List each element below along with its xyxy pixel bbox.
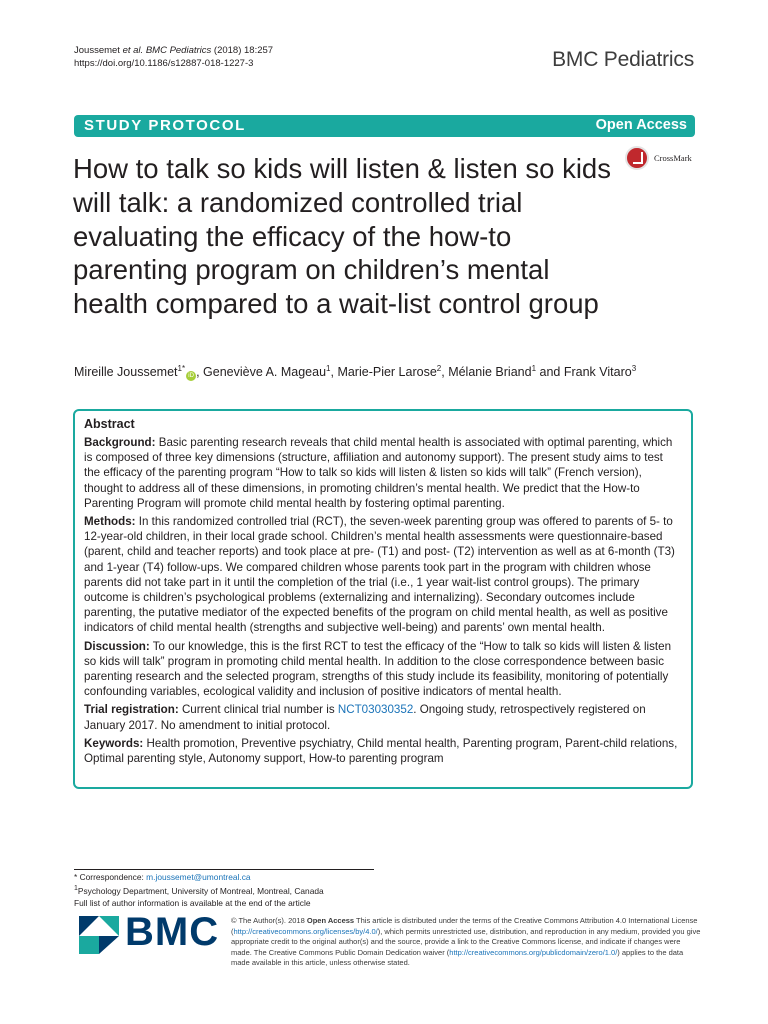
affiliation-text: Psychology Department, University of Montreal, Montreal, Canada <box>77 886 324 896</box>
abstract-discussion <box>84 639 682 700</box>
correspondence-line <box>74 871 324 883</box>
trial-number-link[interactable]: NCT03030352 <box>337 703 414 717</box>
abstract-box <box>73 409 693 789</box>
journal-name: BMC Pediatrics <box>552 48 694 71</box>
license-open-access: Open Access <box>306 916 355 925</box>
author-name: Mireille Joussemet <box>74 365 178 380</box>
orcid-icon[interactable]: iD <box>186 371 196 381</box>
article-type: STUDY PROTOCOL <box>84 117 246 134</box>
section-label: Trial registration: <box>84 703 179 717</box>
bmc-logo-mark-icon <box>77 914 121 956</box>
section-text: In this randomized controlled trial (RCT), the seven-week parenting group was offered to parents of 5- to 12-year-old children, in their local grade school. Children’s mental health assessments were questionnaire-based (parent, child and teacher reports) and took place at pre- (T1) and post- (T2) intervention as well as at 6-month (T3) and 1-year (T4) follow-ups. We compared children whose parents took part in the program with children whose parents did not take part in it until the completion of the trial (i.e., 1 year wait-list control groups). The primary outcome is children’s psychological problems (externalizing and internalizing). Secondary outcomes include parenting, the putative mediator of the expected benefits of the program on child mental health, as well as positive indicators of child mental health (strengths and subjective well-being) and parents’ own mental health. <box>84 515 675 635</box>
abstract-trial-registration <box>84 702 682 732</box>
author-name: Mélanie Briand <box>448 365 532 380</box>
crossmark-icon <box>625 146 649 170</box>
footnotes <box>74 871 324 909</box>
section-text: Health promotion, Preventive psychiatry, Child mental health, Parenting program, Parent-child relations, Optimal parenting style, Autonomy support, How-to parenting program <box>84 736 678 766</box>
bmc-logo <box>77 910 220 956</box>
author-affiliation: 1 <box>531 364 537 373</box>
correspondence-email[interactable]: m.joussemet@umontreal.ca <box>146 872 251 882</box>
citation-journal: et al. BMC Pediatrics <box>122 45 212 56</box>
license-part: This article is distributed under the terms of the Creative Commons Attribution 4.0 International License ( <box>231 916 698 936</box>
author-affiliation: 3 <box>631 364 637 373</box>
article-type-band <box>74 115 695 137</box>
citation-authors: Joussemet <box>74 45 120 56</box>
abstract-background <box>84 435 682 511</box>
author-conjunction: and <box>539 365 561 380</box>
author-affiliation: 1 <box>326 364 331 373</box>
author-list: Mireille Joussemet$^{1*}$iD , Geneviève A. Mageau$^1$, Marie-Pier Larose$^2$, Mélanie Briand$^1$ and Frank Vitaro$^3$ <box>74 364 637 380</box>
author-affiliation: 1* <box>177 364 186 373</box>
section-text: Basic parenting research reveals that child mental health is associated with optimal parenting, which is composed of three key dimensions (structure, affiliation and autonomy support). The present study aims to test the efficacy of the parenting program “How to talk so kids will listen & listen so kids will talk” (French version), thought to address all of these dimensions, in promoting children’s mental health. We predict that the How-to Parenting Program will promote child mental health by fostering optimal parenting. <box>84 436 673 510</box>
section-label: Methods: <box>84 515 136 529</box>
author-name: Geneviève A. Mageau <box>203 365 327 380</box>
crossmark-label: CrossMark <box>654 153 692 163</box>
license-part: ) applies to the data made available in this article, unless otherwise stated. <box>231 947 684 968</box>
abstract-methods <box>84 514 682 636</box>
citation-volume: (2018) 18:257 <box>211 45 274 56</box>
author-name: Marie-Pier Larose <box>337 365 437 380</box>
author-affiliation: 2 <box>436 364 442 373</box>
abstract-heading: Abstract <box>84 417 135 431</box>
bmc-logo-text: BMC <box>125 910 220 954</box>
affiliation-sup: 1 <box>74 885 78 893</box>
crossmark-badge[interactable] <box>625 146 705 174</box>
section-label: Keywords: <box>84 736 144 750</box>
doi-link[interactable]: https://doi.org/10.1186/s12887-018-1227-3 <box>74 58 254 69</box>
footnote-rule <box>74 869 374 870</box>
more-info-line: Full list of author information is available at the end of the article <box>74 898 311 909</box>
waiver-link[interactable]: http://creativecommons.org/publicdomain/zero/1.0/ <box>449 947 618 957</box>
license-link[interactable]: http://creativecommons.org/licenses/by/4.0/ <box>233 926 378 936</box>
affiliation-line <box>74 883 324 897</box>
license-part: ), which permits unrestricted use, distribution, and reproduction in any medium, provided you give appropriate credit to the original author(s) and the source, provide a link to the Creative Commons license, and indicate if changes were made. The Creative Commons Public Domain Dedication waiver ( <box>231 926 701 957</box>
citation <box>74 44 273 70</box>
correspondence-label: * Correspondence: <box>74 872 147 882</box>
open-access-label: Open Access <box>595 117 687 133</box>
section-text: Current clinical trial number is <box>181 703 338 717</box>
section-label: Background: <box>84 436 156 449</box>
section-text: To our knowledge, this is the first RCT to test the efficacy of the “How to talk so kids will listen & listen so kids will talk” program in promoting child mental health. In addition to the close correspondence between basic parenting research and the selected program, strengths of this study include its feasibility, monitoring of potentially confounding variables, ecological validity and inclusion of positive indicators of mental health. <box>84 639 672 699</box>
license-copyright: © The Author(s). 2018 <box>231 916 307 925</box>
article-title: How to talk so kids will listen & listen so kids will talk: a randomized controlled trial evaluating the efficacy of the how-to parenting program on children’s mental health compared to a wait-list control group <box>73 153 611 320</box>
section-text: . Ongoing study, retrospectively registered on January 2017. No amendment to initial protocol. <box>84 703 646 732</box>
section-label: Discussion: <box>84 639 150 653</box>
citation-line <box>74 44 273 57</box>
license-text <box>231 916 701 969</box>
abstract-keywords <box>84 736 682 766</box>
author-name: Frank Vitaro <box>563 365 632 380</box>
